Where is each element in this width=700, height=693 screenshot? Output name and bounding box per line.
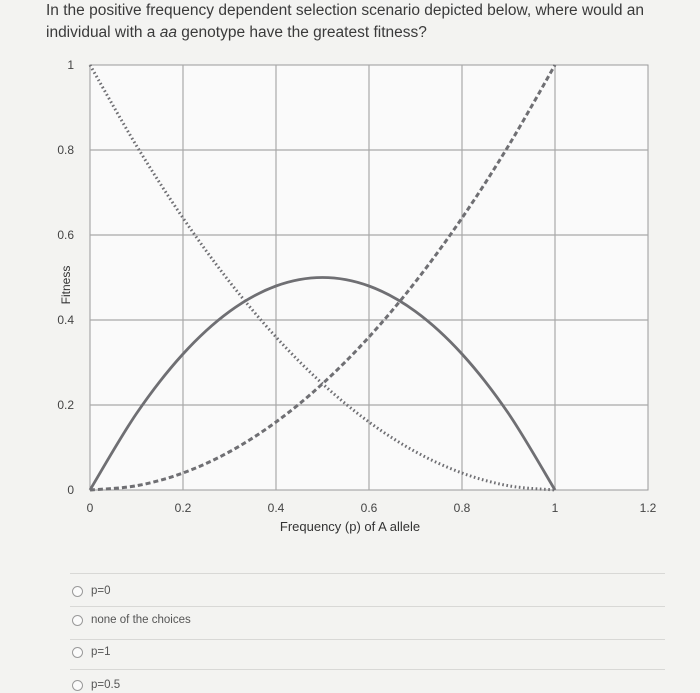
x-tick-label: 0.6	[360, 501, 378, 515]
choice-separator	[70, 573, 665, 574]
y-tick-label: 0.8	[57, 143, 74, 157]
y-axis-label: Fitness	[59, 265, 73, 305]
y-tick-label: 0.2	[57, 398, 74, 412]
question-text-end: genotype have the greatest fitness?	[176, 24, 427, 41]
choice-label: p=0	[91, 585, 111, 597]
question-text-start: In the positive frequency dependent selection scenario depicted below, where would an individual with a	[46, 2, 645, 41]
x-tick-label: 0.4	[267, 501, 285, 515]
genotype-label: aa	[159, 24, 177, 41]
y-tick-label: 0	[67, 483, 74, 497]
x-tick-label: 0	[86, 501, 94, 515]
x-axis-label: Frequency (p) of A allele	[279, 519, 421, 534]
x-tick-label: 1	[551, 501, 559, 515]
choice-label: p=1	[91, 646, 111, 658]
choice-none[interactable]	[72, 614, 191, 626]
x-tick-label: 1.2	[639, 501, 657, 515]
y-tick-label: 1	[67, 58, 74, 72]
choice-label: p=0.5	[91, 679, 121, 691]
choice-separator	[70, 669, 665, 670]
choice-p1[interactable]	[72, 646, 111, 658]
radio-icon[interactable]	[72, 615, 83, 626]
y-tick-label: 0.4	[57, 313, 74, 327]
x-tick-label: 0.2	[174, 501, 192, 515]
choice-separator	[70, 639, 665, 640]
choice-separator	[70, 606, 665, 607]
y-tick-label: 0.6	[57, 228, 74, 242]
choice-p0[interactable]	[72, 585, 111, 597]
radio-icon[interactable]	[72, 680, 83, 691]
choice-p05[interactable]	[72, 679, 120, 691]
radio-icon[interactable]	[72, 586, 83, 597]
x-tick-label: 0.8	[453, 501, 471, 515]
radio-icon[interactable]	[72, 647, 83, 658]
choice-label: none of the choices	[91, 614, 191, 626]
